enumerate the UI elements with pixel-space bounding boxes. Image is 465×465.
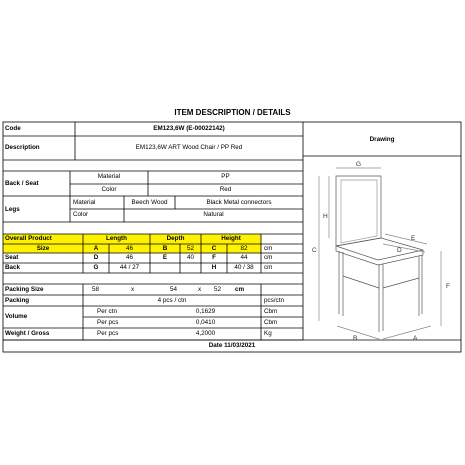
seat-d-value: 46 (125, 254, 133, 261)
seat-d-letter: D (93, 254, 99, 261)
drawing-letter-g: G (356, 161, 362, 168)
seat-f-letter: F (212, 254, 216, 261)
drawing-letter-f: F (446, 283, 450, 290)
drawing-letter-e: E (411, 235, 416, 242)
height-header: Height (221, 235, 241, 242)
description-value: EM123,6W ART Wood Chair / PP Red (135, 144, 243, 151)
volume-per-pcs-unit: Cbm (264, 319, 278, 326)
packing-size-x2: x (198, 286, 202, 293)
volume-per-pcs-label: Per pcs (97, 319, 119, 326)
drawing-letter-a: A (413, 335, 418, 340)
overall-product-label: Overall Product (5, 235, 52, 242)
legs-material: Beech Wood (131, 199, 168, 206)
back-unit: cm (264, 264, 273, 271)
back-h-value: 40 / 38 (234, 264, 254, 271)
legs-label: Legs (5, 206, 20, 213)
code-label: Code (5, 125, 21, 132)
volume-per-pcs: 0,0410 (195, 319, 216, 326)
weight-label: Weight / Gross (5, 330, 50, 337)
back-seat-material: PP (221, 173, 230, 180)
back-seat-material-label: Material (97, 173, 121, 180)
size-label: Size (36, 245, 50, 252)
legs-color: Natural (203, 211, 224, 218)
back-h-letter: H (211, 264, 217, 271)
drawing-letter-b: B (353, 335, 358, 340)
code-value: EM123,6W (E-00022142) (153, 125, 225, 132)
back-seat-label: Back / Seat (5, 180, 39, 187)
back-g-value: 44 / 27 (119, 264, 140, 271)
volume-label: Volume (5, 313, 28, 320)
seat-label: Seat (5, 254, 19, 261)
length-header: Length (106, 235, 127, 242)
drawing-letter-d: D (397, 247, 402, 254)
packing-size-v3: 52 (214, 286, 222, 293)
back-label: Back (5, 264, 21, 271)
packing-size-x1: x (131, 286, 135, 293)
back-seat-color: Red (219, 186, 232, 193)
seat-f-value: 44 (240, 254, 248, 261)
packing-size-unit: cm (235, 286, 245, 293)
depth-header: Depth (166, 235, 185, 242)
packing-size-v1: 58 (92, 286, 100, 293)
volume-per-ctn: 0,1629 (195, 308, 216, 315)
back-seat-color-label: Color (101, 186, 117, 193)
drawing-letter-h: H (323, 213, 328, 220)
packing-label: Packing (5, 297, 30, 304)
legs-color-label: Color (73, 211, 89, 218)
weight-per-pcs-label: Per pcs (97, 330, 119, 337)
chair-drawing (303, 156, 461, 340)
seat-e-value: 40 (186, 254, 194, 261)
size-unit: cm (264, 245, 273, 252)
description-label: Description (5, 144, 40, 151)
size-b-letter: B (162, 245, 168, 252)
weight-value: 4,2000 (195, 330, 216, 337)
date-stamp: Date 11/03/2021 (208, 342, 256, 349)
seat-e-letter: E (162, 254, 168, 261)
legs-material-label: Material (73, 199, 96, 206)
legs-connectors: Black Metal connectors (206, 199, 272, 206)
back-g-letter: G (93, 264, 99, 271)
size-b-value: 52 (186, 245, 194, 252)
size-a-value: 46 (125, 245, 133, 252)
volume-per-ctn-label: Per ctn (97, 308, 117, 315)
volume-per-ctn-unit: Cbm (264, 308, 278, 315)
packing-value: 4 pcs / ctn (157, 297, 187, 304)
drawing-letter-c: C (312, 247, 317, 254)
packing-size-v2: 54 (170, 286, 178, 293)
seat-unit: cm (264, 254, 273, 261)
packing-size-label: Packing Size (5, 286, 44, 293)
document-title: ITEM DESCRIPTION / DETAILS (174, 108, 291, 117)
drawing-label: Drawing (369, 136, 395, 143)
packing-unit: pcs/ctn (264, 297, 284, 304)
size-c-value: 82 (240, 245, 248, 252)
size-a-letter: A (93, 245, 99, 252)
size-c-letter: C (211, 245, 217, 252)
weight-unit: Kg (264, 330, 272, 337)
